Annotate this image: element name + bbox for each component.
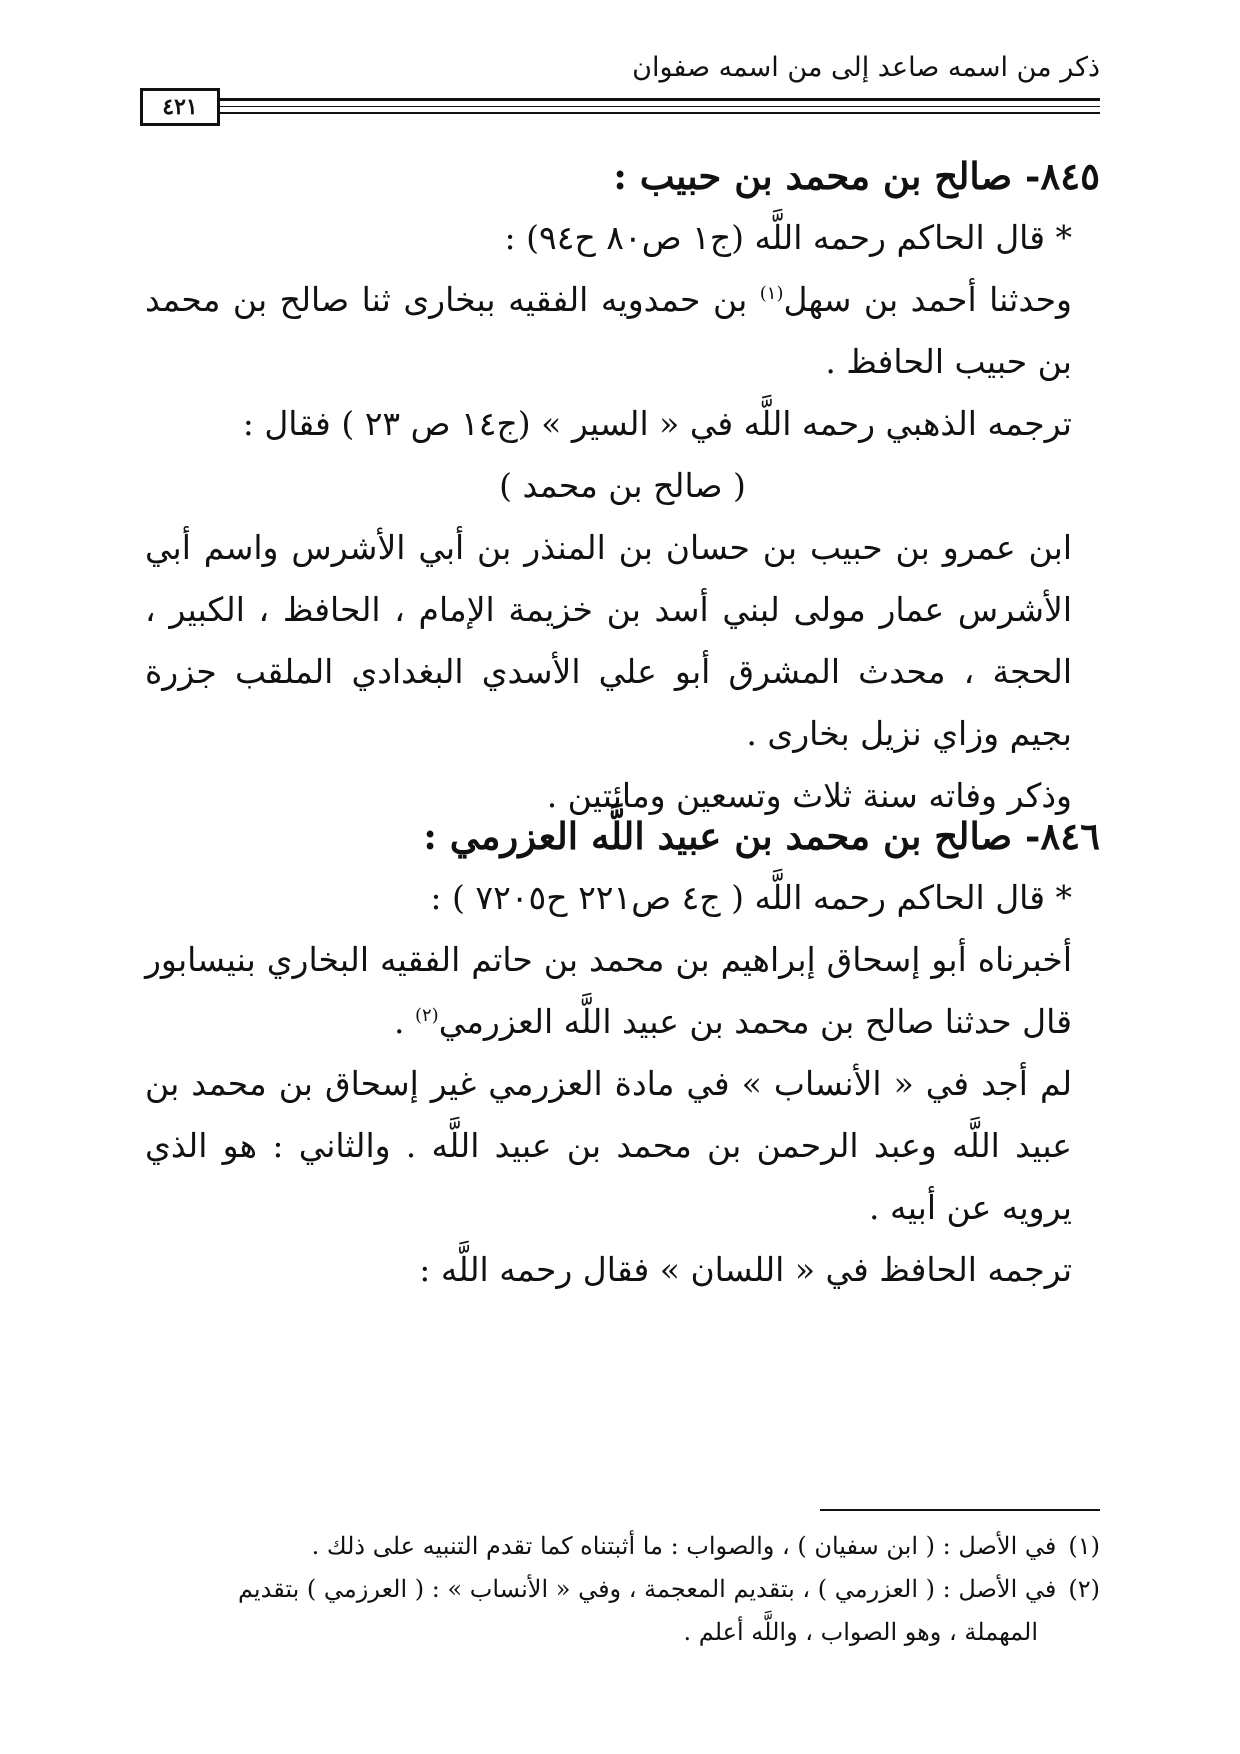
entry-845 (145, 145, 1100, 827)
footnote-marker: (٢) (414, 1005, 439, 1026)
narration-text: . (393, 1002, 415, 1041)
footnote-number: (٢) (1068, 1575, 1100, 1603)
narration-paragraph (145, 269, 1100, 393)
name-heading: ( صالح بن محمد ) (499, 466, 746, 505)
footnote-2-continuation: المهملة ، وهو الصواب ، واللَّه أعلم . (683, 1618, 1038, 1646)
translation-intro: ترجمه الذهبي رحمه اللَّه في « السير » (ج١٤ ص ٢٣ ) فقال : (242, 404, 1072, 443)
footnote-text: في الأصل : ( ابن سفيان ) ، والصواب : ما أثبتناه كما تقدم التنبيه على ذلك . (311, 1532, 1057, 1560)
footnotes (145, 1525, 1100, 1654)
running-header: ذكر من اسمه صاعد إلى من اسمه صفوان (632, 52, 1100, 83)
footnote-separator (820, 1509, 1100, 1511)
death-note: وذكر وفاته سنة ثلاث وتسعين ومائتين . (546, 776, 1072, 815)
footnote-marker: (١) (759, 283, 784, 304)
editor-note-paragraph: لم أجد في « الأنساب » في مادة العزرمي غير إسحاق بن محمد بن عبيد اللَّه وعبد الرحمن بن محمد بن عبيد اللَّه . والثاني : هو الذي يرويه عن أبيه . (145, 1064, 1072, 1227)
footnote-2 (145, 1568, 1100, 1611)
translation-intro: ترجمه الحافظ في « اللسان » فقال رحمه اللَّه : (419, 1250, 1072, 1289)
header-rule (220, 106, 1100, 107)
entry-title: ٨٤٦- صالح بن محمد بن عبيد اللَّه العزرمي : (423, 814, 1100, 858)
header-rule (220, 112, 1100, 114)
header-rule (220, 98, 1100, 101)
narration-text: وحدثنا أحمد بن سهل (783, 280, 1072, 319)
source-citation: * قال الحاكم رحمه اللَّه (ج١ ص٨٠ ح٩٤) : (504, 218, 1072, 257)
entry-title: ٨٤٥- صالح بن محمد بن حبيب : (613, 154, 1100, 198)
source-citation: * قال الحاكم رحمه اللَّه ( ج٤ ص٢٢١ ح٧٢٠٥ ) : (430, 878, 1072, 917)
biography-paragraph: ابن عمرو بن حبيب بن حسان بن المنذر بن أبي الأشرس واسم أبي الأشرس عمار مولى لبني أسد بن خزيمة الإمام ، الحافظ ، الكبير ، الحجة ، محدث المشرق أبو علي الأسدي البغدادي الملقب جزرة بجيم وزاي نزيل بخارى . (145, 528, 1072, 753)
footnote-text: في الأصل : ( العزرمي ) ، بتقديم المعجمة ، وفي « الأنساب » : ( العرزمي ) بتقديم (237, 1575, 1057, 1603)
narration-text: بن حمدويه الفقيه ببخارى ثنا صالح بن محمد بن حبيب الحافظ . (145, 280, 1072, 381)
narration-paragraph (145, 929, 1100, 1053)
narration-text: أخبرناه أبو إسحاق إبراهيم بن محمد بن حاتم الفقيه البخاري بنيسابور قال حدثنا صالح بن محمد بن عبيد اللَّه العزرمي (145, 940, 1072, 1041)
footnote-1 (145, 1525, 1100, 1568)
page-number: ٤٢١ (140, 88, 220, 126)
entry-846 (145, 805, 1100, 1301)
footnote-number: (١) (1068, 1532, 1100, 1560)
